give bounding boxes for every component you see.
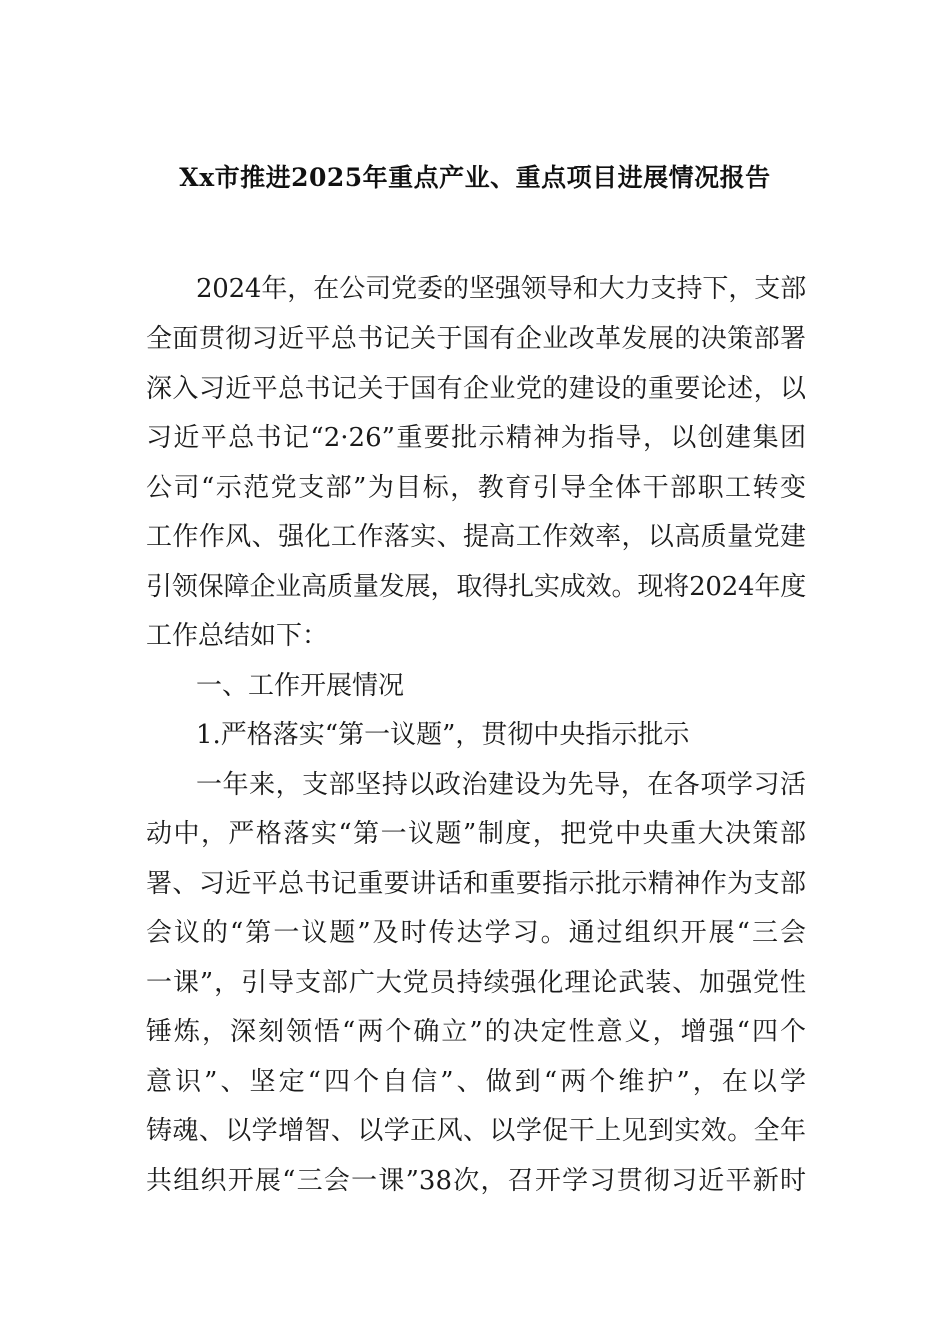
paragraph-line: 引领保障企业高质量发展，取得扎实成效。现将2024年度: [146, 572, 806, 602]
paragraph-line: 全面贯彻习近平总书记关于国有企业改革发展的决策部署: [146, 324, 806, 354]
paragraph-line: 习近平总书记“2·26”重要批示精神为指导，以创建集团: [146, 423, 806, 453]
paragraph-line: 动中，严格落实“第一议题”制度，把党中央重大决策部: [146, 819, 806, 849]
paragraph-line: 署、习近平总书记重要讲话和重要指示批示精神作为支部: [146, 869, 806, 899]
paragraph-line: 会议的“第一议题”及时传达学习。通过组织开展“三会: [146, 918, 806, 948]
paragraph-line: 一课”，引导支部广大党员持续强化理论武装、加强党性: [146, 968, 806, 998]
paragraph-line: 工作作风、强化工作落实、提高工作效率，以高质量党建: [146, 522, 806, 552]
subsection-heading: 1.严格落实“第一议题”，贯彻中央指示批示: [196, 720, 690, 750]
paragraph-line: 深入习近平总书记关于国有企业党的建设的重要论述，以: [146, 374, 806, 404]
paragraph-line: 意识”、坚定“四个自信”、做到“两个维护”，在以学: [146, 1067, 806, 1097]
paragraph-line: 一年来，支部坚持以政治建设为先导，在各项学习活: [196, 770, 806, 800]
paragraph-line: 共组织开展“三会一课”38次，召开学习贯彻习近平新时: [146, 1166, 806, 1196]
paragraph-line: 公司“示范党支部”为目标，教育引导全体干部职工转变: [146, 473, 806, 503]
paragraph-line: 铸魂、以学增智、以学正风、以学促干上见到实效。全年: [146, 1116, 806, 1146]
paragraph-line: 锤炼，深刻领悟“两个确立”的决定性意义，增强“四个: [146, 1017, 806, 1047]
section-heading: 一、工作开展情况: [196, 671, 405, 701]
document-title: Xx市推进2025年重点产业、重点项目进展情况报告: [179, 163, 771, 192]
paragraph-line: 2024年，在公司党委的坚强领导和大力支持下，支部: [196, 274, 806, 304]
paragraph-line: 工作总结如下：: [146, 621, 329, 651]
